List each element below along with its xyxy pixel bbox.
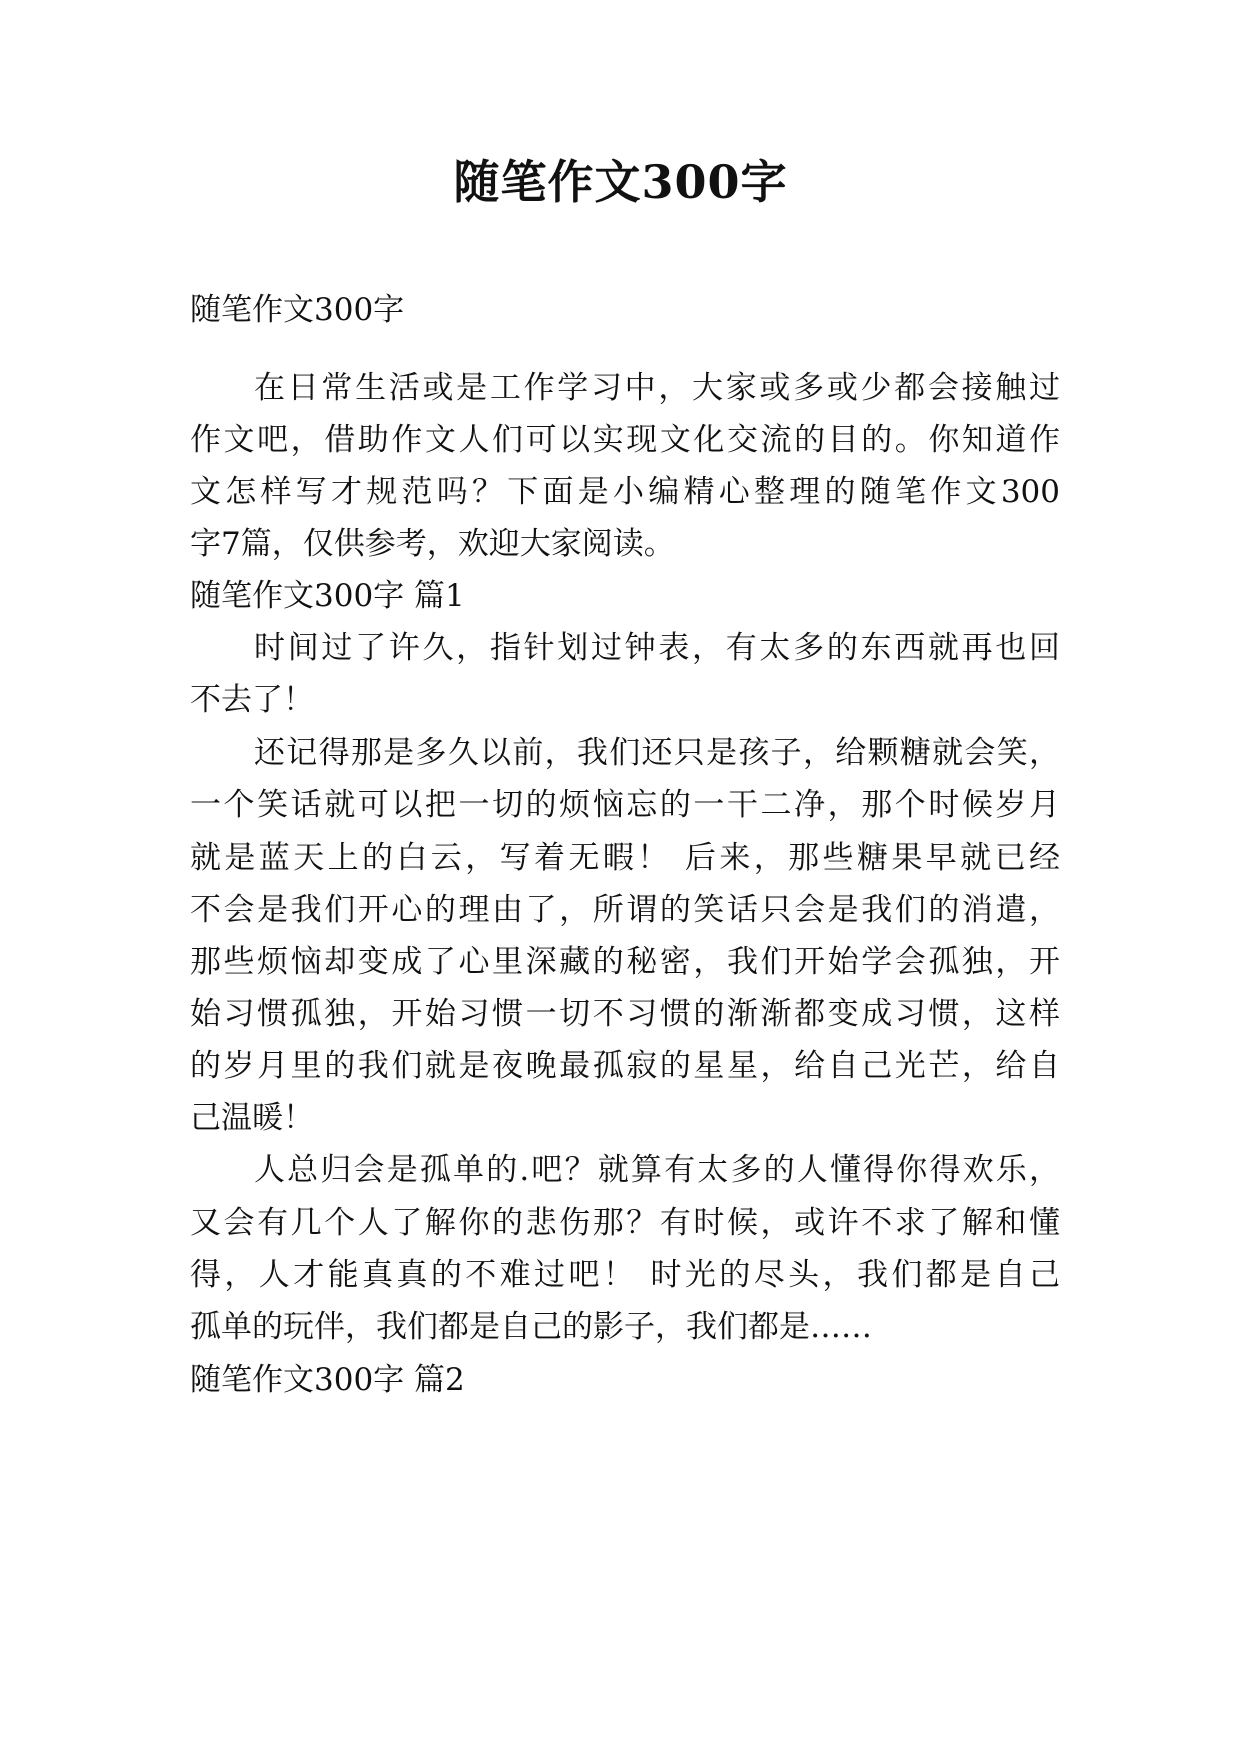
paragraph-line: 又会有几个人了解你的悲伤那？有时候，或许不求了解和懂	[190, 1205, 1060, 1241]
intro-line: 字7篇，仅供参考，欢迎大家阅读。	[190, 526, 675, 562]
paragraph-line: 还记得那是多久以前，我们还只是孩子，给颗糖就会笑，	[254, 735, 1060, 771]
paragraph-line: 那些烦恼却变成了心里深藏的秘密，我们开始学会孤独，开	[190, 944, 1060, 980]
paragraph-line: 人总归会是孤单的.吧？就算有太多的人懂得你得欢乐，	[254, 1152, 1060, 1188]
intro-line: 文怎样写才规范吗？下面是小编精心整理的随笔作文300	[190, 474, 1060, 510]
paragraph-line: 不会是我们开心的理由了，所谓的笑话只会是我们的消遣，	[190, 892, 1060, 928]
section-heading-1: 随笔作文300字 篇1	[190, 578, 465, 614]
paragraph-line: 一个笑话就可以把一切的烦恼忘的一干二净，那个时候岁月	[190, 787, 1060, 823]
paragraph-line: 得，人才能真真的不难过吧！ 时光的尽头，我们都是自己	[190, 1257, 1060, 1293]
paragraph-line: 时间过了许久，指针划过钟表，有太多的东西就再也回	[254, 630, 1060, 666]
paragraph-line: 始习惯孤独，开始习惯一切不习惯的渐渐都变成习惯，这样	[190, 996, 1060, 1032]
document-title: 随笔作文300字	[453, 155, 788, 209]
paragraph-line: 己温暖！	[190, 1100, 314, 1136]
document-subtitle: 随笔作文300字	[190, 292, 405, 328]
section-heading-2: 随笔作文300字 篇2	[190, 1362, 465, 1398]
paragraph-line: 不去了！	[190, 682, 314, 718]
intro-line: 作文吧，借助作文人们可以实现文化交流的目的。你知道作	[190, 422, 1060, 458]
intro-line: 在日常生活或是工作学习中，大家或多或少都会接触过	[254, 370, 1060, 406]
paragraph-line: 孤单的玩伴，我们都是自己的影子，我们都是……	[190, 1309, 872, 1345]
paragraph-line: 就是蓝天上的白云，写着无暇！ 后来，那些糖果早就已经	[190, 840, 1060, 876]
paragraph-line: 的岁月里的我们就是夜晚最孤寂的星星，给自己光芒，给自	[190, 1048, 1060, 1084]
